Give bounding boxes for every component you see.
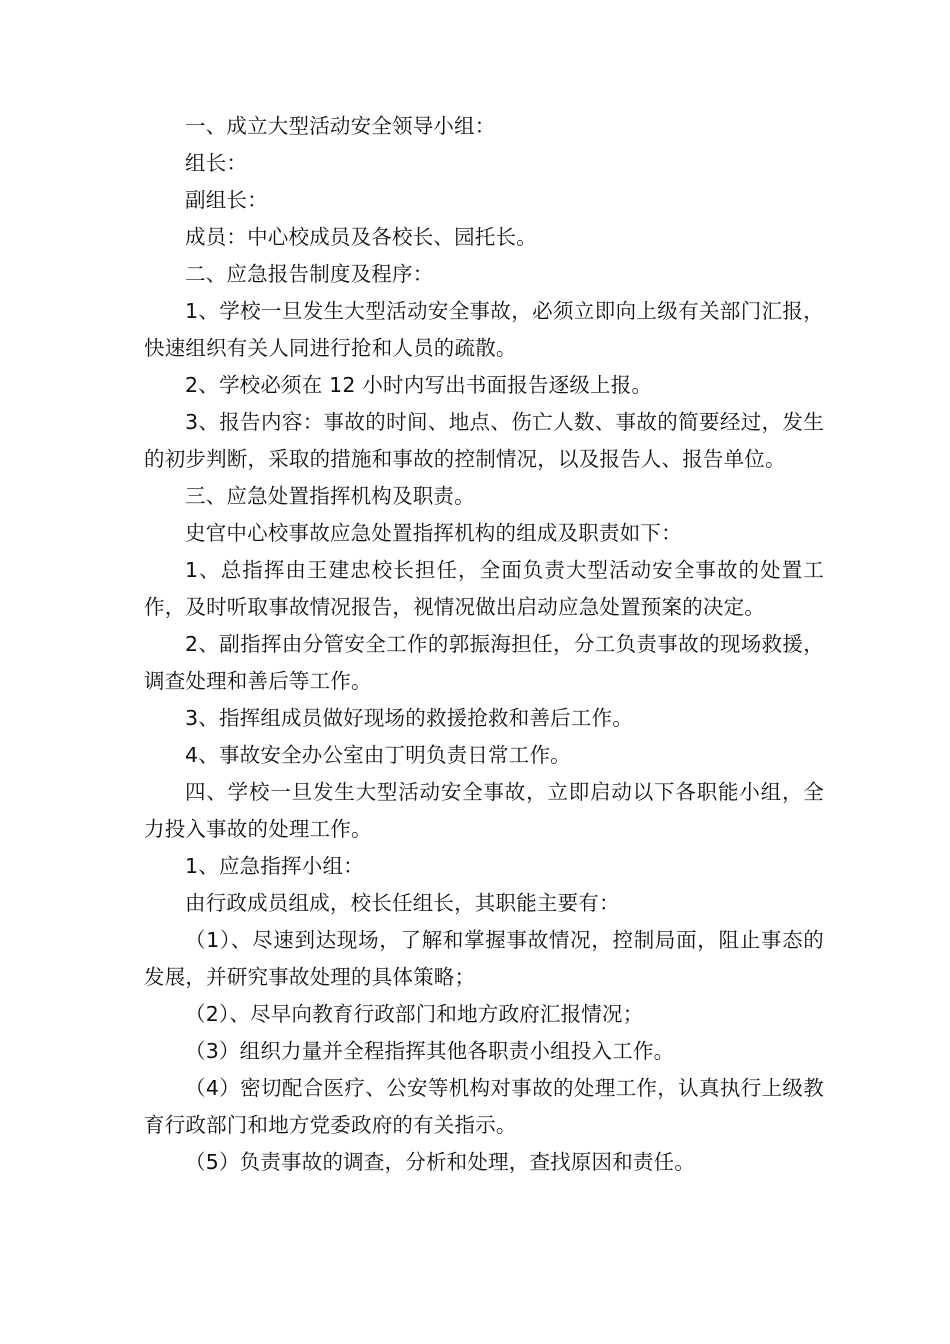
paragraph-duty-3: （3）组织力量并全程指挥其他各职责小组投入工作。 xyxy=(185,1039,675,1063)
paragraph-report-1: 1、学校一旦发生大型活动安全事故，必须立即向上级有关部门汇报，快速组织有关人同进行抢和人员的疏散。 xyxy=(144,299,824,360)
paragraph-deputy-leader: 副组长： xyxy=(185,188,268,212)
paragraph-command-intro: 史官中心校事故应急处置指挥机构的组成及职责如下： xyxy=(185,521,682,545)
paragraph-group-1-intro: 由行政成员组成，校长任组长，其职能主要有： xyxy=(185,891,620,915)
paragraph-duty-4: （4）密切配合医疗、公安等机构对事故的处理工作，认真执行上级教育行政部门和地方党委政府的有关指示。 xyxy=(144,1076,824,1137)
section-heading-1: 一、成立大型活动安全领导小组： xyxy=(185,114,496,138)
paragraph-group-1-title: 1、应急指挥小组： xyxy=(185,854,364,878)
paragraph-report-3: 3、报告内容：事故的时间、地点、伤亡人数、事故的简要经过，发生的初步判断，采取的措施和事故的控制情况，以及报告人、报告单位。 xyxy=(144,410,824,471)
paragraph-report-2: 2、学校必须在 12 小时内写出书面报告逐级上报。 xyxy=(185,373,653,397)
paragraph-duty-1: （1）、尽速到达现场，了解和掌握事故情况，控制局面，阻止事态的发展，并研究事故处理的具体策略； xyxy=(144,928,824,989)
paragraph-command-3: 3、指挥组成员做好现场的救援抢救和善后工作。 xyxy=(185,706,633,730)
paragraph-duty-2: （2）、尽早向教育行政部门和地方政府汇报情况； xyxy=(185,1002,644,1026)
section-heading-3: 三、应急处置指挥机构及职责。 xyxy=(185,484,475,508)
paragraph-duty-5: （5）负责事故的调查，分析和处理，查找原因和责任。 xyxy=(185,1150,696,1174)
section-heading-2: 二、应急报告制度及程序： xyxy=(185,262,434,286)
section-heading-4: 四、学校一旦发生大型活动安全事故，立即启动以下各职能小组，全力投入事故的处理工作。 xyxy=(144,780,824,841)
paragraph-members: 成员：中心校成员及各校长、园托长。 xyxy=(185,225,537,249)
document-body xyxy=(144,108,824,1181)
paragraph-command-4: 4、事故安全办公室由丁明负责日常工作。 xyxy=(185,743,571,767)
paragraph-group-leader: 组长： xyxy=(185,151,248,175)
paragraph-command-1: 1、总指挥由王建忠校长担任，全面负责大型活动安全事故的处置工作，及时听取事故情况报告，视情况做出启动应急处置预案的决定。 xyxy=(144,558,824,619)
paragraph-command-2: 2、副指挥由分管安全工作的郭振海担任，分工负责事故的现场救援，调查处理和善后等工作。 xyxy=(144,632,824,693)
